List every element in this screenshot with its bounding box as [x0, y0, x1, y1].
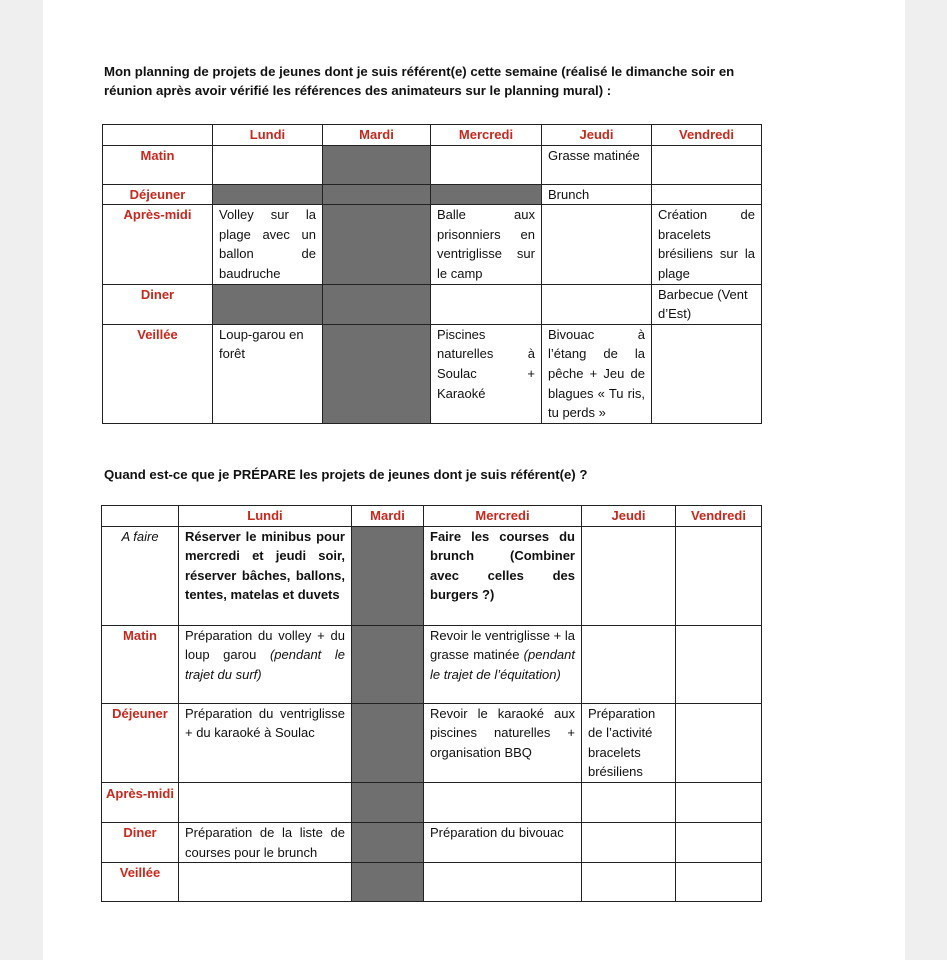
table-cell: Brunch	[542, 184, 652, 205]
day-header: Mercredi	[424, 506, 582, 527]
table-cell	[582, 526, 676, 625]
table-cell	[582, 822, 676, 862]
row-label: Matin	[103, 145, 213, 184]
table-cell	[652, 324, 762, 423]
table-cell	[582, 625, 676, 703]
row-label: Veillée	[102, 863, 179, 902]
table-row	[102, 703, 762, 782]
weekly-planning-table	[102, 124, 762, 424]
blocked-cell	[323, 145, 431, 184]
table-cell	[213, 145, 323, 184]
day-header: Mercredi	[431, 125, 542, 146]
table-cell	[676, 703, 762, 782]
day-header: Vendredi	[652, 125, 762, 146]
table-cell: Faire les courses du brunch (Combiner avec celles des burgers ?)	[424, 526, 582, 625]
table-cell: Volley sur la plage avec un ballon de baudruche	[213, 205, 323, 284]
table-cell	[431, 284, 542, 324]
table-cell	[582, 863, 676, 902]
cell-text: Revoir le ventriglisse + la grasse matinée	[430, 627, 575, 663]
blocked-cell	[213, 184, 323, 205]
blocked-cell	[213, 284, 323, 324]
table-row	[103, 145, 762, 184]
table-cell: Préparation du bivouac	[424, 822, 582, 862]
corner-cell	[102, 506, 179, 527]
table-cell	[676, 526, 762, 625]
table-cell	[676, 625, 762, 703]
row-label: Déjeuner	[103, 184, 213, 205]
day-header: Jeudi	[582, 506, 676, 527]
row-label: Matin	[102, 625, 179, 703]
table-cell: Revoir le karaoké aux piscines naturelles + organisation BBQ	[424, 703, 582, 782]
table-cell: Bivouac à l’étang de la pêche + Jeu de blagues « Tu ris, tu perds »	[542, 324, 652, 423]
blocked-cell	[352, 526, 424, 625]
table-row	[102, 822, 762, 862]
day-header: Mardi	[352, 506, 424, 527]
row-label: Diner	[102, 822, 179, 862]
row-label: Après-midi	[103, 205, 213, 284]
day-header: Lundi	[213, 125, 323, 146]
table-cell	[582, 782, 676, 822]
table-cell: Création de bracelets brésiliens sur la plage	[652, 205, 762, 284]
table-cell	[676, 822, 762, 862]
blocked-cell	[323, 324, 431, 423]
table-cell: Balle aux prisonniers en ventriglisse sur le camp	[431, 205, 542, 284]
table-cell	[652, 184, 762, 205]
table-cell: Réserver le minibus pour mercredi et jeudi soir, réserver bâches, ballons, tentes, matelas et duvets	[179, 526, 352, 625]
day-header: Lundi	[179, 506, 352, 527]
cell-text: Préparation du volley + du loup garou	[185, 627, 345, 663]
blocked-cell	[431, 184, 542, 205]
table-cell	[652, 145, 762, 184]
row-label: Veillée	[103, 324, 213, 423]
table-cell: Préparation du ventriglisse + du karaoké à Soulac	[179, 703, 352, 782]
table-cell	[424, 863, 582, 902]
table-cell	[542, 205, 652, 284]
row-label: Diner	[103, 284, 213, 324]
blocked-cell	[352, 782, 424, 822]
table-row	[102, 625, 762, 703]
day-header: Mardi	[323, 125, 431, 146]
table-row	[102, 782, 762, 822]
row-label: A faire	[102, 526, 179, 625]
table-cell: Grasse matinée	[542, 145, 652, 184]
preparation-heading: Quand est-ce que je PRÉPARE les projets de jeunes dont je suis référent(e) ?	[104, 467, 588, 482]
day-header: Jeudi	[542, 125, 652, 146]
planning-heading: Mon planning de projets de jeunes dont je suis référent(e) cette semaine (réalisé le dimanche soir en réunion après avoir vérifié les références des animateurs sur le planning mural) :	[104, 64, 735, 98]
table-row	[103, 205, 762, 284]
table-row	[102, 863, 762, 902]
table-cell: Piscines naturelles à Soulac + Karaoké	[431, 324, 542, 423]
header-row	[103, 125, 762, 146]
row-label: Après-midi	[102, 782, 179, 822]
blocked-cell	[352, 625, 424, 703]
table-cell: Barbecue (Vent d’Est)	[652, 284, 762, 324]
table-cell: Préparation de la liste de courses pour le brunch	[179, 822, 352, 862]
blocked-cell	[323, 205, 431, 284]
table-cell	[179, 625, 352, 703]
row-label: Déjeuner	[102, 703, 179, 782]
table-cell	[676, 863, 762, 902]
table-row	[103, 184, 762, 205]
table-cell	[676, 782, 762, 822]
table-cell	[424, 782, 582, 822]
table-cell	[424, 625, 582, 703]
table-cell: Préparation de l’activité bracelets brésiliens	[582, 703, 676, 782]
blocked-cell	[352, 863, 424, 902]
cell-note: (pendant le trajet du surf)	[185, 647, 345, 682]
table-row	[103, 324, 762, 423]
table-cell	[431, 145, 542, 184]
blocked-cell	[352, 703, 424, 782]
blocked-cell	[323, 184, 431, 205]
corner-cell	[103, 125, 213, 146]
blocked-cell	[352, 822, 424, 862]
cell-note: (pendant le trajet de l’équitation)	[430, 647, 575, 682]
table-row	[102, 526, 762, 625]
header-row	[102, 506, 762, 527]
table-cell	[179, 863, 352, 902]
table-row	[103, 284, 762, 324]
day-header: Vendredi	[676, 506, 762, 527]
table-cell	[179, 782, 352, 822]
table-cell: Loup-garou en forêt	[213, 324, 323, 423]
blocked-cell	[323, 284, 431, 324]
preparation-table	[101, 505, 762, 902]
table-cell	[542, 284, 652, 324]
